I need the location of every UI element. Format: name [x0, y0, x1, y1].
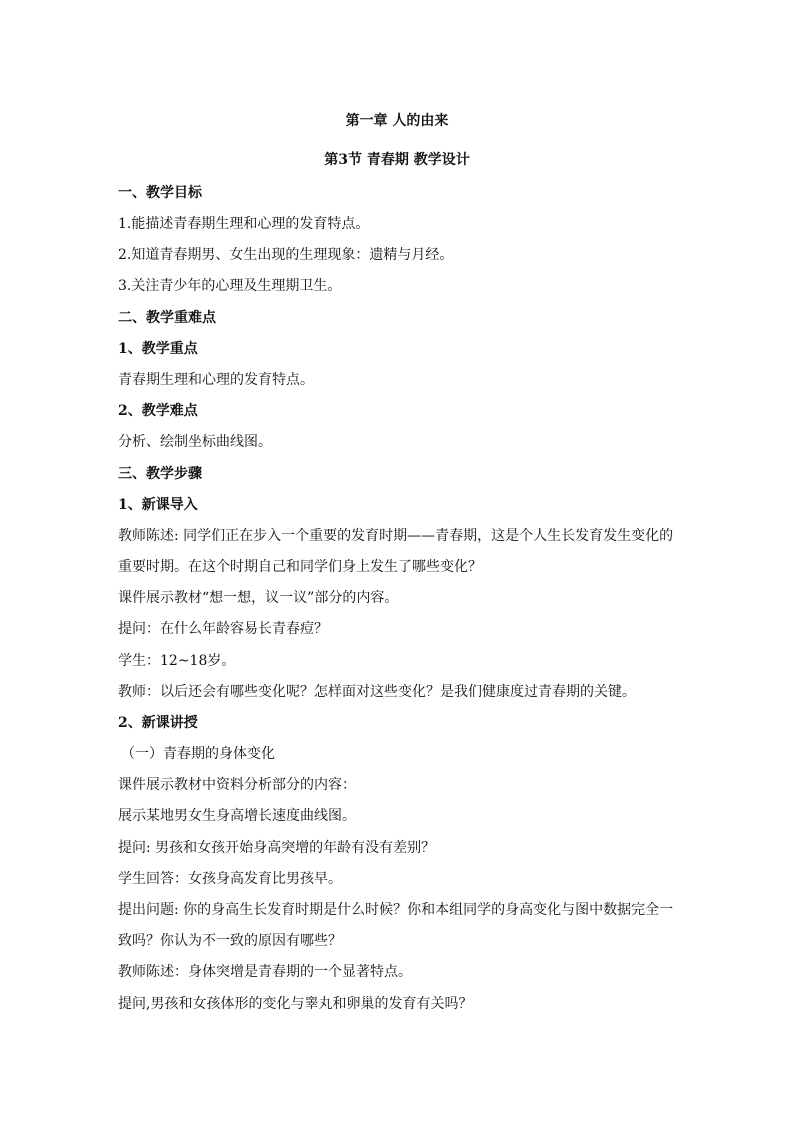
paragraph-line: 提出问题: 你的身高生长发育时期是什么时候？你和本组同学的身高变化与图中数据完全一: [118, 902, 674, 918]
section-heading: 1、教学重点: [118, 341, 198, 357]
section-heading: 一、教学目标: [118, 185, 202, 201]
paragraph-line: 课件展示教材“想一想，议一议”部分的内容。: [118, 590, 399, 606]
section-heading: 三、教学步骤: [118, 466, 202, 482]
paragraph-line: 教师：以后还会有哪些变化呢？怎样面对这些变化？是我们健康度过青春期的关键。: [118, 684, 636, 700]
paragraph-line: 致吗？你认为不一致的原因有哪些？: [118, 933, 342, 949]
paragraph-line: 青春期生理和心理的发育特点。: [118, 372, 314, 388]
section-heading: 2、新课讲授: [118, 715, 198, 731]
paragraph-line: 2.知道青春期男、女生出现的生理现象：遗精与月经。: [118, 247, 454, 263]
section-heading: 2、教学难点: [118, 403, 198, 419]
paragraph-line: 教师陈述: 同学们正在步入一个重要的发育时期——青春期，这是个人生长发育发生变化的: [118, 528, 674, 544]
paragraph-line: 课件展示教材中资料分析部分的内容：: [118, 777, 356, 793]
paragraph-line: 提问: 男孩和女孩开始身高突增的年龄有没有差别？: [118, 840, 436, 856]
paragraph-line: 重要时期。在这个时期自己和同学们身上发生了哪些变化？: [118, 559, 482, 575]
paragraph-line: 提问：在什么年龄容易长青春痘？: [118, 621, 328, 637]
paragraph-line: 学生：12~18岁。: [118, 653, 236, 669]
chapter-title: 第一章 人的由来: [345, 113, 449, 129]
paragraph-line: 分析、绘制坐标曲线图。: [118, 434, 272, 450]
section-title: 第3节 青春期 教学设计: [324, 152, 470, 168]
section-heading: 二、教学重难点: [118, 310, 216, 326]
paragraph-line: 1.能描述青春期生理和心理的发育特点。: [118, 216, 370, 232]
paragraph-line: 3.关注青少年的心理及生理期卫生。: [118, 278, 342, 294]
section-heading: 1、新课导入: [118, 497, 198, 513]
paragraph-line: 展示某地男女生身高增长速度曲线图。: [118, 808, 356, 824]
paragraph-line: 教师陈述：身体突增是青春期的一个显著特点。: [118, 964, 412, 980]
paragraph-line: 学生回答：女孩身高发育比男孩早。: [118, 871, 342, 887]
paragraph-line: （一）青春期的身体变化: [121, 746, 275, 762]
paragraph-line: 提问,男孩和女孩体形的变化与睾丸和卵巢的发育有关吗？: [118, 996, 473, 1012]
